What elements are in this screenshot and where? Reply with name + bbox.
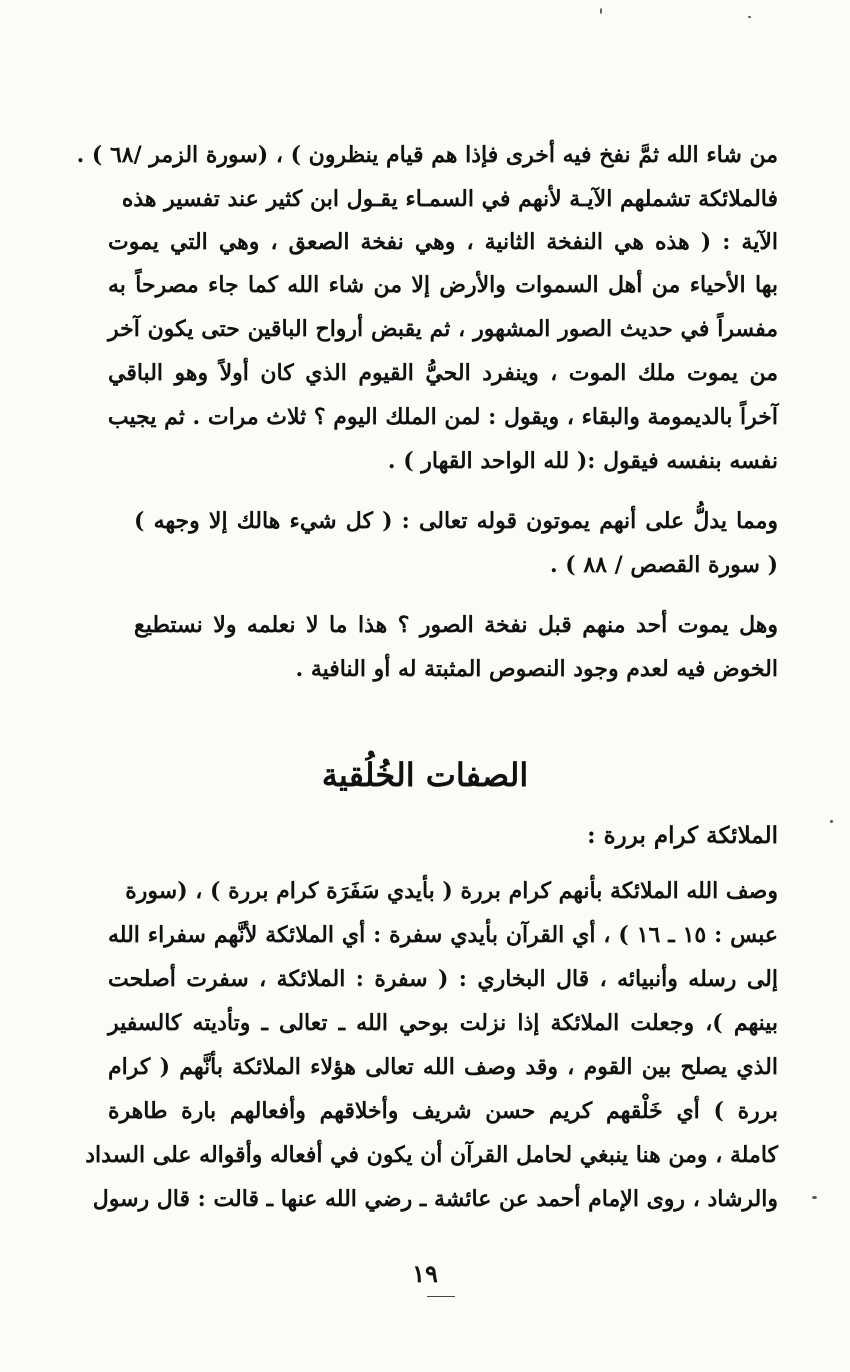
text-line: والرشاد ، روى الإمام أحمد عن عائشة ـ رضي الله عنها ـ قالت : قال رسول — [92, 1186, 778, 1212]
section-heading: الصفات الخُلُقية — [321, 756, 529, 794]
text-line: وصف الله الملائكة بأنهم كرام بررة ( بأيدي سَفَرَة كرام بررة ) ، (سورة — [125, 878, 778, 904]
text-line: فالملائكة تشملهم الآيـة لأنهم في السمـاء يقـول ابن كثير عند تفسير هذه — [121, 186, 778, 212]
text-line: بها الأحياء من أهل السموات والأرض إلا من شاء الله كما جاء مصرحاً به — [108, 272, 778, 298]
text-line: ومما يدلُّ على أنهم يموتون قوله تعالى : ( كل شيء هالك إلا وجهه ) — [134, 508, 778, 534]
text-line: الخوض فيه لعدم وجود النصوص المثبتة له أو النافية . — [295, 656, 778, 682]
scan-speck — [600, 8, 602, 14]
text-line: نفسه بنفسه فيقول :( لله الواحد القهار ) . — [387, 448, 778, 474]
text-line: من شاء الله ثمَّ نفخ فيه أخرى فإذا هم قيام ينظرون ) ، (سورة الزمر /٦٨ ) . — [76, 142, 778, 168]
text-line: ( سورة القصص / ٨٨ ) . — [549, 552, 778, 578]
text-line: وهل يموت أحد منهم قبل نفخة الصور ؟ هذا ما لا نعلمه ولا نستطيع — [134, 612, 778, 638]
scan-speck — [830, 820, 833, 823]
text-line: من يموت ملك الموت ، وينفرد الحيُّ القيوم الذي كان أولاً وهو الباقي — [108, 360, 778, 386]
text-line: عبس : ١٥ ـ ١٦ ) ، أي القرآن بأيدي سفرة : أي الملائكة لأنَّهم سفراء الله — [108, 922, 778, 948]
text-line: بررة ) أي خَلْقهم كريم حسن شريف وأخلاقهم وأفعالهم بارة طاهرة — [108, 1098, 778, 1124]
text-line: الذي يصلح بين القوم ، وقد وصف الله تعالى هؤلاء الملائكة بأنَّهم ( كرام — [108, 1054, 778, 1080]
scan-speck — [812, 1196, 817, 1199]
scan-speck — [748, 16, 751, 18]
text-line: آخراً بالديمومة والبقاء ، ويقول : لمن الملك اليوم ؟ ثلاث مرات . ثم يجيب — [107, 404, 778, 430]
subsection-heading: الملائكة كرام بررة : — [587, 822, 778, 849]
footer-rule — [427, 1296, 455, 1297]
page-number: ١٩ — [412, 1259, 438, 1288]
text-line: كاملة ، ومن هنا ينبغي لحامل القرآن أن يكون في أفعاله وأقواله على السداد — [85, 1142, 778, 1168]
text-line: مفسراً في حديث الصور المشهور ، ثم يقبض أرواح الباقين حتى يكون آخر — [108, 316, 778, 342]
text-line: إلى رسله وأنبيائه ، قال البخاري : ( سفرة : الملائكة ، سفرت أصلحت — [108, 966, 778, 992]
text-line: بينهم )، وجعلت الملائكة إذا نزلت بوحي الله ـ تعالى ـ وتأديته كالسفير — [108, 1010, 778, 1036]
text-line: الآية : ( هذه هي النفخة الثانية ، وهي نفخة الصعق ، وهي التي يموت — [108, 229, 778, 255]
